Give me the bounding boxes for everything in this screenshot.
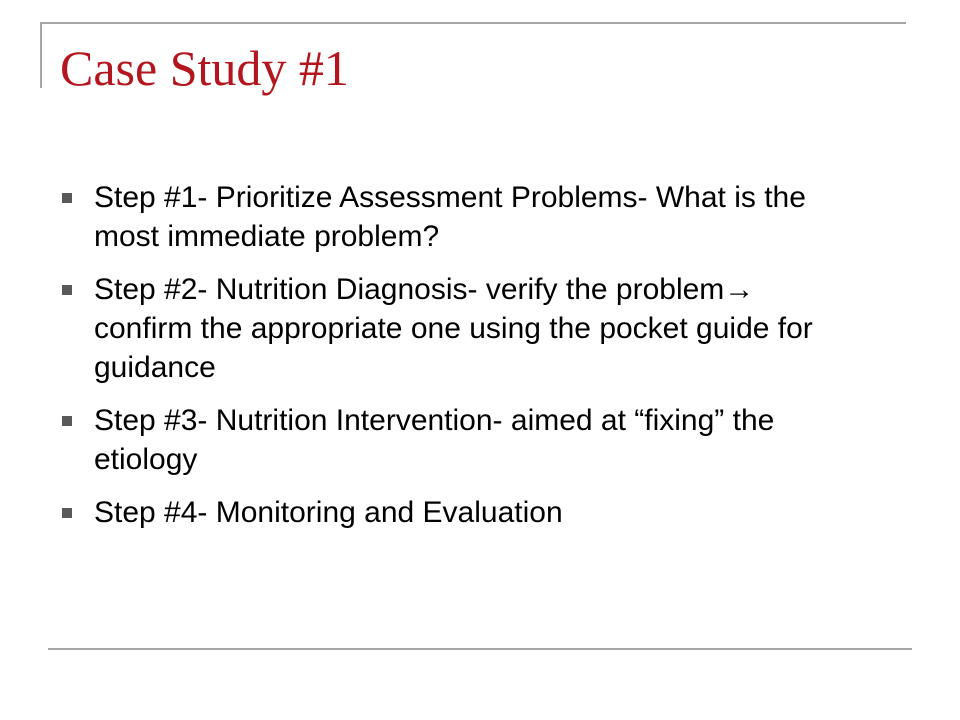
- bullet-text: Step #1- Prioritize Assessment Problems- What is the most immediate problem?: [94, 181, 806, 253]
- bullet-item: [60, 493, 850, 532]
- square-bullet-icon: [62, 416, 72, 426]
- bullet-text: Step #4- Monitoring and Evaluation: [94, 496, 563, 529]
- square-bullet-icon: [62, 285, 72, 295]
- bottom-divider: [48, 648, 912, 650]
- bullet-list: [60, 178, 850, 546]
- bullet-text: Step #3- Nutrition Intervention- aimed at “fixing” the etiology: [94, 404, 775, 476]
- square-bullet-icon: [62, 508, 72, 518]
- left-divider: [40, 22, 42, 88]
- top-divider: [40, 22, 906, 24]
- bullet-item: [60, 270, 850, 387]
- slide-title: Case Study #1: [60, 40, 349, 96]
- square-bullet-icon: [62, 193, 72, 203]
- bullet-item: [60, 178, 850, 256]
- bullet-text: Step #2- Nutrition Diagnosis- verify the problem→ confirm the appropriate one using the pocket guide for guidance: [94, 273, 813, 384]
- bullet-item: [60, 401, 850, 479]
